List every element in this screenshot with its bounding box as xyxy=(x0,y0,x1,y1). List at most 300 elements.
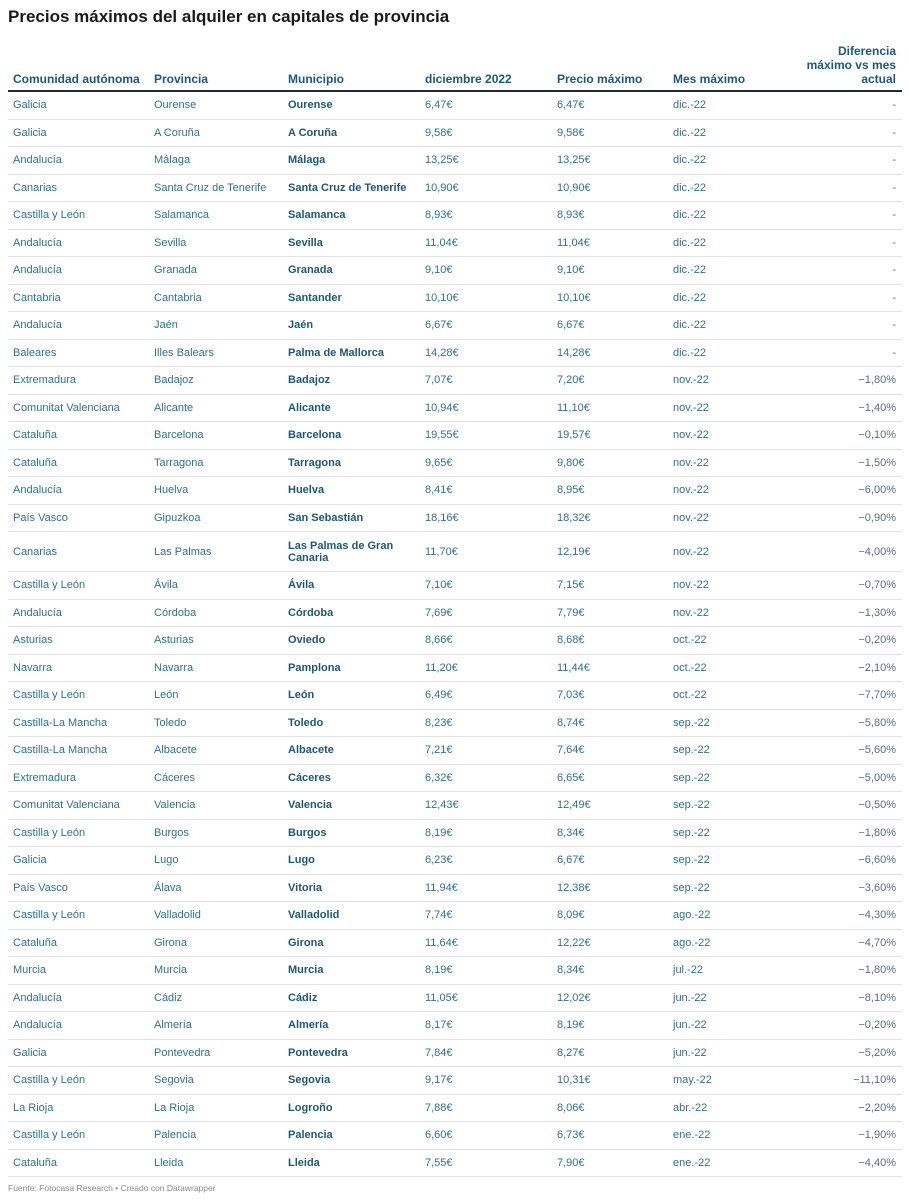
diciembre-cell: 6,49€ xyxy=(420,682,552,710)
comunidad-cell: Galicia xyxy=(8,119,149,147)
comunidad-cell: Galicia xyxy=(8,91,149,119)
diferencia-cell: −1,40% xyxy=(786,394,902,422)
provincia-cell: Navarra xyxy=(149,654,283,682)
diferencia-cell: - xyxy=(786,312,902,340)
page-title: Precios máximos del alquiler en capitales de provincia xyxy=(8,7,450,26)
comunidad-cell: Castilla y León xyxy=(8,682,149,710)
mes-maximo-cell: dic.-22 xyxy=(668,257,786,285)
diciembre-cell: 7,84€ xyxy=(420,1039,552,1067)
table-row xyxy=(8,929,902,957)
municipio-cell: Oviedo xyxy=(283,627,420,655)
table-row xyxy=(8,1094,902,1122)
diciembre-cell: 11,05€ xyxy=(420,984,552,1012)
provincia-cell: Ávila xyxy=(149,572,283,600)
diferencia-cell: - xyxy=(786,257,902,285)
precio-maximo-cell: 8,34€ xyxy=(552,819,668,847)
diciembre-cell: 10,10€ xyxy=(420,284,552,312)
municipio-cell: Pontevedra xyxy=(283,1039,420,1067)
provincia-cell: Segovia xyxy=(149,1067,283,1095)
diciembre-cell: 8,66€ xyxy=(420,627,552,655)
municipio-cell: Jaén xyxy=(283,312,420,340)
column-header-precio-maximo[interactable]: Precio máximo xyxy=(552,44,668,91)
diciembre-cell: 11,20€ xyxy=(420,654,552,682)
municipio-cell: Alicante xyxy=(283,394,420,422)
provincia-cell: Tarragona xyxy=(149,449,283,477)
table-row xyxy=(8,449,902,477)
mes-maximo-cell: jun.-22 xyxy=(668,984,786,1012)
precio-maximo-cell: 8,27€ xyxy=(552,1039,668,1067)
header-row xyxy=(8,44,902,91)
mes-maximo-cell: may.-22 xyxy=(668,1067,786,1095)
precio-maximo-cell: 12,49€ xyxy=(552,792,668,820)
municipio-cell: Murcia xyxy=(283,957,420,985)
provincia-cell: La Rioja xyxy=(149,1094,283,1122)
comunidad-cell: Andalucía xyxy=(8,147,149,175)
mes-maximo-cell: jun.-22 xyxy=(668,1039,786,1067)
diferencia-cell: - xyxy=(786,339,902,367)
precio-maximo-cell: 9,80€ xyxy=(552,449,668,477)
mes-maximo-cell: sep.-22 xyxy=(668,792,786,820)
mes-maximo-cell: nov.-22 xyxy=(668,504,786,532)
table-body xyxy=(8,91,902,1177)
municipio-cell: Málaga xyxy=(283,147,420,175)
municipio-cell: Palencia xyxy=(283,1122,420,1150)
table-row xyxy=(8,284,902,312)
provincia-cell: Málaga xyxy=(149,147,283,175)
provincia-cell: A Coruña xyxy=(149,119,283,147)
table-row xyxy=(8,1012,902,1040)
provincia-cell: Las Palmas xyxy=(149,532,283,572)
diferencia-cell: −7,70% xyxy=(786,682,902,710)
comunidad-cell: País Vasco xyxy=(8,874,149,902)
table-row xyxy=(8,957,902,985)
precio-maximo-cell: 8,19€ xyxy=(552,1012,668,1040)
diferencia-cell: −0,70% xyxy=(786,572,902,600)
mes-maximo-cell: dic.-22 xyxy=(668,284,786,312)
precio-maximo-cell: 14,28€ xyxy=(552,339,668,367)
diciembre-cell: 7,07€ xyxy=(420,367,552,395)
diferencia-cell: −4,40% xyxy=(786,1149,902,1177)
precio-maximo-cell: 19,57€ xyxy=(552,422,668,450)
table-row xyxy=(8,312,902,340)
diferencia-cell: −1,30% xyxy=(786,599,902,627)
mes-maximo-cell: nov.-22 xyxy=(668,394,786,422)
comunidad-cell: Comunitat Valenciana xyxy=(8,394,149,422)
table-row xyxy=(8,627,902,655)
municipio-cell: Vitoria xyxy=(283,874,420,902)
diferencia-cell: - xyxy=(786,284,902,312)
diferencia-cell: −5,80% xyxy=(786,709,902,737)
diciembre-cell: 9,17€ xyxy=(420,1067,552,1095)
diciembre-cell: 11,64€ xyxy=(420,929,552,957)
municipio-cell: Lugo xyxy=(283,847,420,875)
table-row xyxy=(8,91,902,119)
diferencia-cell: −5,20% xyxy=(786,1039,902,1067)
diferencia-cell: - xyxy=(786,91,902,119)
table-row xyxy=(8,257,902,285)
provincia-cell: León xyxy=(149,682,283,710)
comunidad-cell: Navarra xyxy=(8,654,149,682)
precio-maximo-cell: 10,10€ xyxy=(552,284,668,312)
provincia-cell: Álava xyxy=(149,874,283,902)
mes-maximo-cell: sep.-22 xyxy=(668,764,786,792)
diciembre-cell: 7,21€ xyxy=(420,737,552,765)
municipio-cell: Santander xyxy=(283,284,420,312)
diciembre-cell: 6,23€ xyxy=(420,847,552,875)
provincia-cell: Badajoz xyxy=(149,367,283,395)
diciembre-cell: 6,67€ xyxy=(420,312,552,340)
precio-maximo-cell: 8,06€ xyxy=(552,1094,668,1122)
provincia-cell: Burgos xyxy=(149,819,283,847)
table-row xyxy=(8,572,902,600)
comunidad-cell: Cantabria xyxy=(8,284,149,312)
mes-maximo-cell: dic.-22 xyxy=(668,147,786,175)
table-row xyxy=(8,984,902,1012)
municipio-cell: Cádiz xyxy=(283,984,420,1012)
column-header-provincia[interactable]: Provincia xyxy=(149,44,283,91)
mes-maximo-cell: dic.-22 xyxy=(668,202,786,230)
diciembre-cell: 8,17€ xyxy=(420,1012,552,1040)
mes-maximo-cell: ago.-22 xyxy=(668,929,786,957)
diferencia-cell: −2,10% xyxy=(786,654,902,682)
comunidad-cell: Castilla y León xyxy=(8,202,149,230)
diferencia-cell: −4,70% xyxy=(786,929,902,957)
diciembre-cell: 19,55€ xyxy=(420,422,552,450)
precio-maximo-cell: 18,32€ xyxy=(552,504,668,532)
diciembre-cell: 8,93€ xyxy=(420,202,552,230)
municipio-cell: San Sebastián xyxy=(283,504,420,532)
municipio-cell: Logroño xyxy=(283,1094,420,1122)
municipio-cell: Las Palmas de Gran Canaria xyxy=(283,532,420,572)
diciembre-cell: 8,19€ xyxy=(420,957,552,985)
municipio-cell: Huelva xyxy=(283,477,420,505)
mes-maximo-cell: oct.-22 xyxy=(668,682,786,710)
table-row xyxy=(8,532,902,572)
column-header-mes-maximo[interactable]: Mes máximo xyxy=(668,44,786,91)
table-row xyxy=(8,174,902,202)
precio-maximo-cell: 11,10€ xyxy=(552,394,668,422)
provincia-cell: Toledo xyxy=(149,709,283,737)
diferencia-cell: - xyxy=(786,147,902,175)
diferencia-cell: −8,10% xyxy=(786,984,902,1012)
municipio-cell: Ávila xyxy=(283,572,420,600)
diferencia-cell: −0,20% xyxy=(786,1012,902,1040)
comunidad-cell: Andalucía xyxy=(8,477,149,505)
comunidad-cell: Asturias xyxy=(8,627,149,655)
mes-maximo-cell: dic.-22 xyxy=(668,339,786,367)
precio-maximo-cell: 7,90€ xyxy=(552,1149,668,1177)
mes-maximo-cell: dic.-22 xyxy=(668,229,786,257)
table-row xyxy=(8,874,902,902)
provincia-cell: Palencia xyxy=(149,1122,283,1150)
mes-maximo-cell: sep.-22 xyxy=(668,874,786,902)
diciembre-cell: 6,47€ xyxy=(420,91,552,119)
table-row xyxy=(8,119,902,147)
comunidad-cell: Canarias xyxy=(8,174,149,202)
municipio-cell: Santa Cruz de Tenerife xyxy=(283,174,420,202)
diferencia-cell: - xyxy=(786,229,902,257)
table-row xyxy=(8,477,902,505)
municipio-cell: Valencia xyxy=(283,792,420,820)
municipio-cell: Albacete xyxy=(283,737,420,765)
provincia-cell: Girona xyxy=(149,929,283,957)
municipio-cell: Palma de Mallorca xyxy=(283,339,420,367)
comunidad-cell: Andalucía xyxy=(8,599,149,627)
precio-maximo-cell: 12,19€ xyxy=(552,532,668,572)
municipio-cell: Toledo xyxy=(283,709,420,737)
municipio-cell: Ourense xyxy=(283,91,420,119)
provincia-cell: Barcelona xyxy=(149,422,283,450)
diciembre-cell: 10,94€ xyxy=(420,394,552,422)
precio-maximo-cell: 6,73€ xyxy=(552,1122,668,1150)
municipio-cell: Cáceres xyxy=(283,764,420,792)
comunidad-cell: Castilla-La Mancha xyxy=(8,709,149,737)
provincia-cell: Asturias xyxy=(149,627,283,655)
municipio-cell: Segovia xyxy=(283,1067,420,1095)
table-row xyxy=(8,229,902,257)
diferencia-cell: −2,20% xyxy=(786,1094,902,1122)
diciembre-cell: 6,60€ xyxy=(420,1122,552,1150)
diciembre-cell: 8,23€ xyxy=(420,709,552,737)
table-row xyxy=(8,902,902,930)
municipio-cell: Córdoba xyxy=(283,599,420,627)
diciembre-cell: 11,70€ xyxy=(420,532,552,572)
mes-maximo-cell: sep.-22 xyxy=(668,709,786,737)
provincia-cell: Córdoba xyxy=(149,599,283,627)
provincia-cell: Sevilla xyxy=(149,229,283,257)
diferencia-cell: −6,00% xyxy=(786,477,902,505)
provincia-cell: Murcia xyxy=(149,957,283,985)
source-footer: Fuente: Fotocasa Research • Creado con Datawrapper xyxy=(8,1183,216,1193)
diciembre-cell: 9,10€ xyxy=(420,257,552,285)
diciembre-cell: 11,04€ xyxy=(420,229,552,257)
provincia-cell: Illes Balears xyxy=(149,339,283,367)
diciembre-cell: 7,10€ xyxy=(420,572,552,600)
diciembre-cell: 8,41€ xyxy=(420,477,552,505)
precio-maximo-cell: 10,90€ xyxy=(552,174,668,202)
provincia-cell: Granada xyxy=(149,257,283,285)
table-row xyxy=(8,1149,902,1177)
table-row xyxy=(8,422,902,450)
municipio-cell: Girona xyxy=(283,929,420,957)
comunidad-cell: Murcia xyxy=(8,957,149,985)
diferencia-cell: −11,10% xyxy=(786,1067,902,1095)
precio-maximo-cell: 12,02€ xyxy=(552,984,668,1012)
mes-maximo-cell: dic.-22 xyxy=(668,119,786,147)
diferencia-cell: −0,20% xyxy=(786,627,902,655)
precio-maximo-cell: 8,09€ xyxy=(552,902,668,930)
precio-maximo-cell: 6,65€ xyxy=(552,764,668,792)
mes-maximo-cell: jul.-22 xyxy=(668,957,786,985)
municipio-cell: Lleida xyxy=(283,1149,420,1177)
precio-maximo-cell: 10,31€ xyxy=(552,1067,668,1095)
diferencia-cell: −6,60% xyxy=(786,847,902,875)
comunidad-cell: Cataluña xyxy=(8,422,149,450)
mes-maximo-cell: sep.-22 xyxy=(668,847,786,875)
municipio-cell: León xyxy=(283,682,420,710)
comunidad-cell: Castilla y León xyxy=(8,902,149,930)
diciembre-cell: 8,19€ xyxy=(420,819,552,847)
provincia-cell: Valladolid xyxy=(149,902,283,930)
provincia-cell: Alicante xyxy=(149,394,283,422)
precio-maximo-cell: 6,67€ xyxy=(552,312,668,340)
diciembre-cell: 7,69€ xyxy=(420,599,552,627)
provincia-cell: Cantabria xyxy=(149,284,283,312)
comunidad-cell: Castilla-La Mancha xyxy=(8,737,149,765)
diciembre-cell: 7,88€ xyxy=(420,1094,552,1122)
comunidad-cell: Castilla y León xyxy=(8,572,149,600)
mes-maximo-cell: nov.-22 xyxy=(668,449,786,477)
diferencia-cell: −5,00% xyxy=(786,764,902,792)
provincia-cell: Cádiz xyxy=(149,984,283,1012)
precio-maximo-cell: 6,67€ xyxy=(552,847,668,875)
diciembre-cell: 9,58€ xyxy=(420,119,552,147)
diciembre-cell: 6,32€ xyxy=(420,764,552,792)
diciembre-cell: 12,43€ xyxy=(420,792,552,820)
diferencia-cell: −1,80% xyxy=(786,367,902,395)
provincia-cell: Santa Cruz de Tenerife xyxy=(149,174,283,202)
comunidad-cell: Castilla y León xyxy=(8,819,149,847)
table-row xyxy=(8,1067,902,1095)
diferencia-cell: −0,10% xyxy=(786,422,902,450)
precio-maximo-cell: 11,44€ xyxy=(552,654,668,682)
municipio-cell: Tarragona xyxy=(283,449,420,477)
column-header-comunidad[interactable]: Comunidad autónoma xyxy=(8,44,149,91)
column-header-diciembre[interactable]: diciembre 2022 xyxy=(420,44,552,91)
precio-maximo-cell: 9,58€ xyxy=(552,119,668,147)
comunidad-cell: Andalucía xyxy=(8,1012,149,1040)
diferencia-cell: −1,90% xyxy=(786,1122,902,1150)
comunidad-cell: Baleares xyxy=(8,339,149,367)
table-row xyxy=(8,1122,902,1150)
column-header-diferencia[interactable]: Diferencia máximo vs mes actual xyxy=(786,44,902,91)
mes-maximo-cell: jun.-22 xyxy=(668,1012,786,1040)
diciembre-cell: 10,90€ xyxy=(420,174,552,202)
rent-table xyxy=(8,44,902,1177)
municipio-cell: Almería xyxy=(283,1012,420,1040)
precio-maximo-cell: 12,22€ xyxy=(552,929,668,957)
table-row xyxy=(8,339,902,367)
table-row xyxy=(8,147,902,175)
table-header xyxy=(8,44,902,91)
provincia-cell: Valencia xyxy=(149,792,283,820)
column-header-municipio[interactable]: Municipio xyxy=(283,44,420,91)
municipio-cell: Burgos xyxy=(283,819,420,847)
precio-maximo-cell: 8,93€ xyxy=(552,202,668,230)
diciembre-cell: 14,28€ xyxy=(420,339,552,367)
municipio-cell: A Coruña xyxy=(283,119,420,147)
mes-maximo-cell: nov.-22 xyxy=(668,422,786,450)
comunidad-cell: Andalucía xyxy=(8,984,149,1012)
comunidad-cell: Cataluña xyxy=(8,929,149,957)
table-row xyxy=(8,394,902,422)
diferencia-cell: −5,60% xyxy=(786,737,902,765)
precio-maximo-cell: 8,34€ xyxy=(552,957,668,985)
diferencia-cell: −0,90% xyxy=(786,504,902,532)
provincia-cell: Albacete xyxy=(149,737,283,765)
diciembre-cell: 13,25€ xyxy=(420,147,552,175)
mes-maximo-cell: ene.-22 xyxy=(668,1122,786,1150)
table-row xyxy=(8,599,902,627)
mes-maximo-cell: nov.-22 xyxy=(668,572,786,600)
mes-maximo-cell: dic.-22 xyxy=(668,91,786,119)
table-row xyxy=(8,367,902,395)
precio-maximo-cell: 9,10€ xyxy=(552,257,668,285)
comunidad-cell: La Rioja xyxy=(8,1094,149,1122)
precio-maximo-cell: 7,20€ xyxy=(552,367,668,395)
municipio-cell: Valladolid xyxy=(283,902,420,930)
diferencia-cell: −1,50% xyxy=(786,449,902,477)
diferencia-cell: −1,80% xyxy=(786,957,902,985)
provincia-cell: Cáceres xyxy=(149,764,283,792)
diferencia-cell: −1,80% xyxy=(786,819,902,847)
table-row xyxy=(8,764,902,792)
comunidad-cell: Andalucía xyxy=(8,312,149,340)
comunidad-cell: Canarias xyxy=(8,532,149,572)
comunidad-cell: Castilla y León xyxy=(8,1067,149,1095)
precio-maximo-cell: 8,68€ xyxy=(552,627,668,655)
diferencia-cell: −4,30% xyxy=(786,902,902,930)
comunidad-cell: Extremadura xyxy=(8,367,149,395)
table-row xyxy=(8,737,902,765)
mes-maximo-cell: nov.-22 xyxy=(668,532,786,572)
comunidad-cell: Castilla y León xyxy=(8,1122,149,1150)
diferencia-cell: - xyxy=(786,119,902,147)
table-row xyxy=(8,819,902,847)
table-row xyxy=(8,202,902,230)
precio-maximo-cell: 7,03€ xyxy=(552,682,668,710)
table-row xyxy=(8,654,902,682)
table-row xyxy=(8,847,902,875)
comunidad-cell: Andalucía xyxy=(8,257,149,285)
provincia-cell: Huelva xyxy=(149,477,283,505)
provincia-cell: Lugo xyxy=(149,847,283,875)
provincia-cell: Gipuzkoa xyxy=(149,504,283,532)
mes-maximo-cell: sep.-22 xyxy=(668,819,786,847)
comunidad-cell: Cataluña xyxy=(8,449,149,477)
mes-maximo-cell: nov.-22 xyxy=(668,599,786,627)
precio-maximo-cell: 6,47€ xyxy=(552,91,668,119)
municipio-cell: Badajoz xyxy=(283,367,420,395)
mes-maximo-cell: abr.-22 xyxy=(668,1094,786,1122)
diferencia-cell: - xyxy=(786,202,902,230)
provincia-cell: Almería xyxy=(149,1012,283,1040)
precio-maximo-cell: 11,04€ xyxy=(552,229,668,257)
diciembre-cell: 18,16€ xyxy=(420,504,552,532)
provincia-cell: Jaén xyxy=(149,312,283,340)
municipio-cell: Granada xyxy=(283,257,420,285)
diciembre-cell: 9,65€ xyxy=(420,449,552,477)
provincia-cell: Salamanca xyxy=(149,202,283,230)
mes-maximo-cell: nov.-22 xyxy=(668,477,786,505)
precio-maximo-cell: 7,79€ xyxy=(552,599,668,627)
mes-maximo-cell: sep.-22 xyxy=(668,737,786,765)
municipio-cell: Pamplona xyxy=(283,654,420,682)
comunidad-cell: Galicia xyxy=(8,847,149,875)
mes-maximo-cell: dic.-22 xyxy=(668,174,786,202)
mes-maximo-cell: oct.-22 xyxy=(668,627,786,655)
mes-maximo-cell: dic.-22 xyxy=(668,312,786,340)
diciembre-cell: 7,55€ xyxy=(420,1149,552,1177)
precio-maximo-cell: 7,15€ xyxy=(552,572,668,600)
comunidad-cell: Extremadura xyxy=(8,764,149,792)
precio-maximo-cell: 13,25€ xyxy=(552,147,668,175)
mes-maximo-cell: nov.-22 xyxy=(668,367,786,395)
table-row xyxy=(8,682,902,710)
table-row xyxy=(8,709,902,737)
table-row xyxy=(8,504,902,532)
precio-maximo-cell: 7,64€ xyxy=(552,737,668,765)
